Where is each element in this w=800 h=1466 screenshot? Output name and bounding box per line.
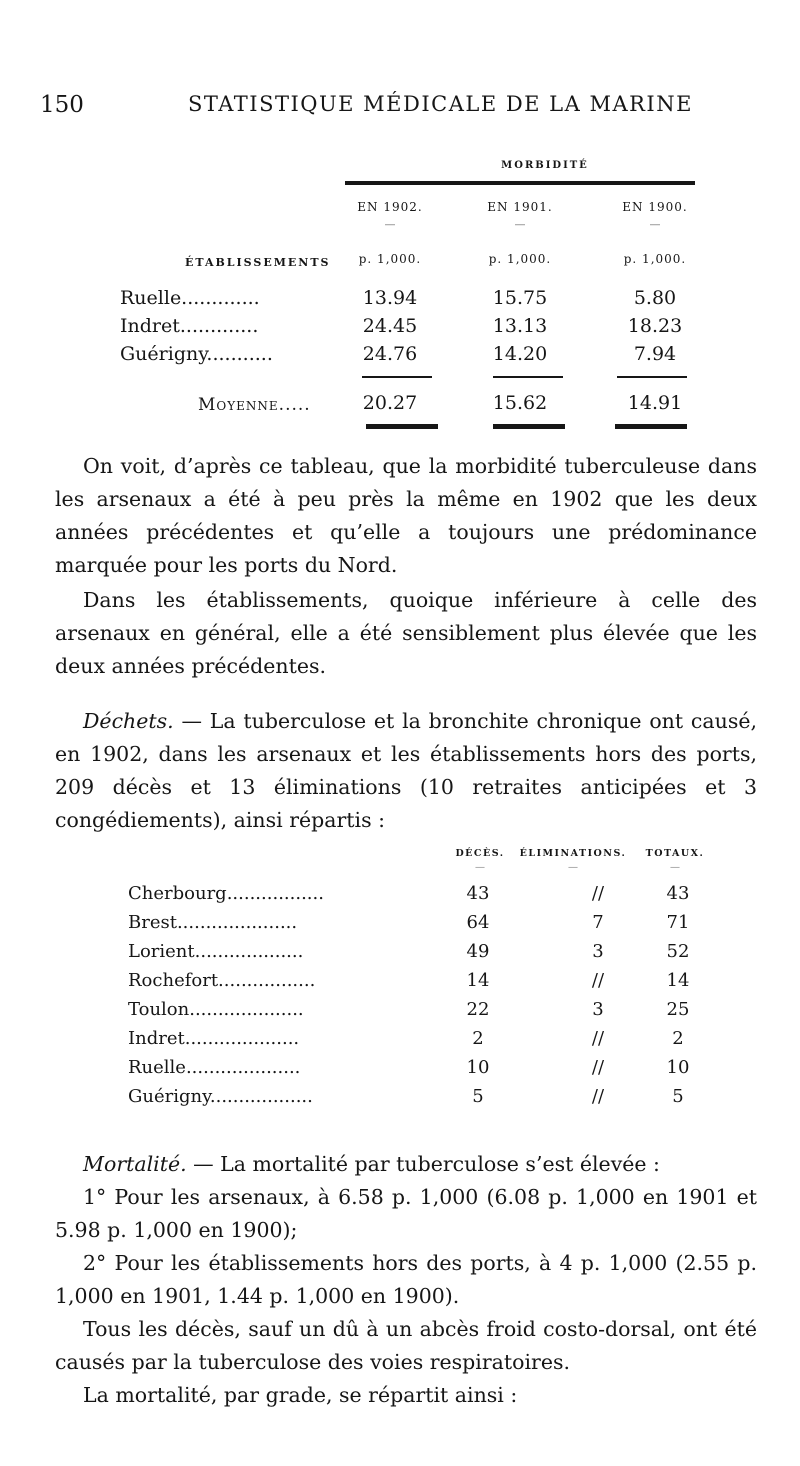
total-rule [615,424,687,429]
sum-rule [493,376,563,378]
cell: 43 [466,883,490,904]
row-name: Guérigny.................. [128,1086,313,1107]
cell: 18.23 [627,315,683,337]
cell: 13.94 [362,287,418,309]
mean-cell: 15.62 [492,392,548,414]
row-name: Indret.................... [128,1028,300,1049]
col-unit: p. 1,000. [488,252,552,266]
mortalite-item-2: 2° Pour les établissements hors des ports, à 4 p. 1,000 (2.55 p. 1,000 en 1901, 1.44 p. 1,000 en 1900). [55,1251,757,1308]
total-rule [493,424,565,429]
row-name: Guérigny........... [120,343,273,365]
morbidity-heading: MORBIDITÉ [501,160,589,171]
row-name: Rochefort................. [128,970,316,991]
col-dash: — [514,218,526,231]
col-dash: — [384,218,396,231]
col-deces: DÉCÈS. [455,848,505,859]
cell: 22 [466,999,490,1020]
table-row [128,1028,728,1056]
col-unit: p. 1,000. [358,252,422,266]
cell: // [591,970,605,991]
cell: 7.94 [633,343,677,365]
cell: // [591,883,605,904]
mortalite-item-1: 1° Pour les arsenaux, à 6.58 p. 1,000 (6.08 p. 1,000 en 1901 et 5.98 p. 1,000 en 1900); [55,1185,757,1242]
col-year-1901: EN 1901. [487,200,553,214]
cell: 3 [592,999,604,1020]
cell: 2 [472,1028,484,1049]
cell: 24.45 [362,315,418,337]
col-eliminations: ÉLIMINATIONS. [519,848,627,859]
running-title: STATISTIQUE MÉDICALE DE LA MARINE [188,92,693,116]
col-dash: — [568,862,578,873]
mean-cell: 20.27 [362,392,418,414]
cell: 14.20 [492,343,548,365]
col-totaux: TOTAUX. [645,848,705,859]
dechets-lead: Déchets. [83,709,174,733]
dechets-text: — La tuberculose et la bronchite chronique ont causé, en 1902, dans les arsenaux et les établissements hors des ports, 209 décès et 13 éliminations (10 retraites anticipées et 3 congédiements), ainsi répartis : [55,709,757,832]
cell: 64 [466,912,490,933]
cell: 2 [672,1028,684,1049]
cell: 15.75 [492,287,548,309]
row-heading: ÉTABLISSEMENTS [185,256,331,269]
table-row [128,883,728,911]
row-name: Lorient................... [128,941,304,962]
cell: 24.76 [362,343,418,365]
paragraph: Tous les décès, sauf un dû à un abcès froid costo-dorsal, ont été causés par la tuberculose des voies respiratoires. [55,1317,757,1374]
mean-label: Moyenne..... [198,395,311,415]
cell: 14 [666,970,690,991]
cell: 13.13 [492,315,548,337]
mortalite-intro: — La mortalité par tuberculose s’est élevée : [186,1152,660,1176]
col-dash: — [670,862,680,873]
cell: 25 [666,999,690,1020]
cell: 14 [466,970,490,991]
mortalite-paragraph [55,1148,757,1181]
row-name: Brest..................... [128,912,298,933]
cell: 5.80 [633,287,677,309]
cell: 5 [472,1086,484,1107]
cell: 5 [672,1086,684,1107]
sum-rule [362,376,432,378]
row-name: Ruelle.................... [128,1057,301,1078]
table-row [120,315,720,343]
table-row [128,1057,728,1085]
paragraph: On voit, d’après ce tableau, que la morbidité tuberculeuse dans les arsenaux a été à peu près la même en 1902 que les deux années précédentes et qu’elle a toujours une prédominance marquée pour les ports du Nord. [55,454,757,577]
sum-rule [617,376,687,378]
cell: 49 [466,941,490,962]
morbidity-brace-rule [345,181,695,185]
cell: // [591,1028,605,1049]
cell: 3 [592,941,604,962]
total-rule [366,424,438,429]
cell: 10 [466,1057,490,1078]
row-name: Indret............. [120,315,259,337]
cell: 10 [666,1057,690,1078]
row-name: Ruelle............. [120,287,260,309]
table-row [128,970,728,998]
cell: 43 [666,883,690,904]
mortalite-lead: Mortalité. [83,1152,187,1176]
paragraph: Dans les établissements, quoique inférieure à celle des arsenaux en général, elle a été sensiblement plus élevée que les deux années précédentes. [55,588,757,678]
mean-cell: 14.91 [627,392,683,414]
cell: 52 [666,941,690,962]
row-name: Toulon.................... [128,999,304,1020]
cell: 7 [592,912,604,933]
page-number: 150 [40,92,84,118]
paragraph: La mortalité, par grade, se répartit ainsi : [83,1383,518,1407]
table-row [120,343,720,371]
cell: // [591,1057,605,1078]
page-header [40,92,760,122]
col-year-1900: EN 1900. [622,200,688,214]
table-row [128,912,728,940]
dechets-paragraph [55,705,757,837]
col-dash: — [475,862,485,873]
col-year-1902: EN 1902. [357,200,423,214]
table-row [128,1086,728,1114]
table-row [120,287,720,315]
table-row [128,941,728,969]
cell: // [591,1086,605,1107]
row-name: Cherbourg................. [128,883,324,904]
col-unit: p. 1,000. [623,252,687,266]
table-row [128,999,728,1027]
col-dash: — [649,218,661,231]
cell: 71 [666,912,690,933]
